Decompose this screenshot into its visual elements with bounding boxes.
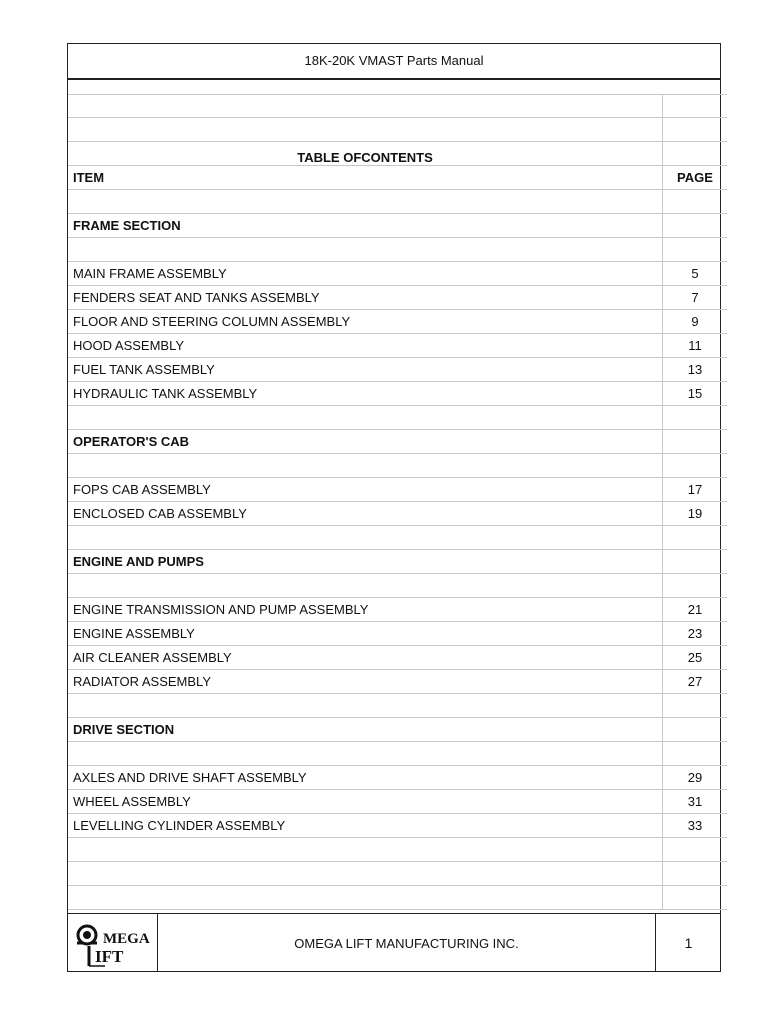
toc-page-number: 17 — [662, 478, 727, 501]
logo-text-ift: IFT — [95, 947, 124, 966]
toc-row — [68, 190, 727, 214]
toc-row — [68, 670, 727, 694]
toc-title: TABLE OFCONTENTS — [297, 150, 433, 165]
toc-item-label — [68, 238, 662, 261]
toc-row — [68, 838, 727, 862]
toc-item-label: FENDERS SEAT AND TANKS ASSEMBLY — [73, 290, 320, 305]
toc-page-number — [662, 526, 727, 549]
toc-page-number: 33 — [662, 814, 727, 837]
page-header — [67, 43, 721, 80]
toc-item-label: WHEEL ASSEMBLY — [73, 794, 191, 809]
toc-item-label — [68, 190, 662, 213]
toc-row — [68, 334, 727, 358]
company-logo — [67, 914, 158, 972]
toc-item-label — [68, 694, 662, 717]
toc-row — [68, 310, 727, 334]
toc-item-label — [68, 526, 662, 549]
toc-page-number — [662, 190, 727, 213]
toc-page-number — [662, 550, 727, 573]
toc-page-number — [662, 454, 727, 477]
toc-section-row — [68, 214, 727, 238]
toc-page-number: 23 — [662, 622, 727, 645]
toc-row — [68, 766, 727, 790]
toc-row — [68, 622, 727, 646]
toc-item-label: LEVELLING CYLINDER ASSEMBLY — [73, 818, 286, 833]
toc-page-number — [662, 95, 727, 117]
toc-row — [68, 862, 727, 886]
toc-item-label — [68, 838, 662, 861]
toc-row — [68, 358, 727, 382]
toc-row — [68, 286, 727, 310]
toc-page-number — [662, 406, 727, 429]
toc-section-row — [68, 166, 727, 190]
toc-page-number — [662, 694, 727, 717]
toc-item-label: ENGINE ASSEMBLY — [73, 626, 195, 641]
toc-page-number — [662, 838, 727, 861]
toc-page-number: 31 — [662, 790, 727, 813]
toc-page-number — [662, 742, 727, 765]
toc-page-number — [662, 574, 727, 597]
toc-page-number — [662, 886, 727, 909]
toc-item-label: FLOOR AND STEERING COLUMN ASSEMBLY — [73, 314, 351, 329]
toc-item-label: AXLES AND DRIVE SHAFT ASSEMBLY — [73, 770, 307, 785]
toc-item-label: ENGINE AND PUMPS — [73, 554, 204, 569]
toc-item-label — [68, 862, 662, 885]
toc-page-number — [662, 118, 727, 141]
toc-item-label: HOOD ASSEMBLY — [73, 338, 185, 353]
toc-page-number: 25 — [662, 646, 727, 669]
toc-item-label: FRAME SECTION — [73, 218, 181, 233]
toc-item-label: HYDRAULIC TANK ASSEMBLY — [73, 386, 258, 401]
toc-page-number — [662, 862, 727, 885]
toc-page-number: 15 — [662, 382, 727, 405]
toc-item-label: OPERATOR'S CAB — [73, 434, 190, 449]
toc-item-label: RADIATOR ASSEMBLY — [73, 674, 211, 689]
toc-item-label: MAIN FRAME ASSEMBLY — [73, 266, 227, 281]
toc-item-label: AIR CLEANER ASSEMBLY — [73, 650, 232, 665]
toc-item-label: ENGINE TRANSMISSION AND PUMP ASSEMBLY — [73, 602, 369, 617]
toc-row — [68, 94, 727, 118]
toc-item-label — [68, 886, 662, 909]
toc-row — [68, 478, 727, 502]
page-number: 1 — [684, 935, 693, 951]
toc-row — [68, 454, 727, 478]
logo-text-mega: MEGA — [103, 931, 150, 947]
toc-row — [68, 502, 727, 526]
toc-page-number — [662, 214, 727, 237]
toc-page-number: 19 — [662, 502, 727, 525]
toc-row — [68, 694, 727, 718]
toc-page-number: 5 — [662, 262, 727, 285]
toc-row — [68, 814, 727, 838]
company-name: OMEGA LIFT MANUFACTURING INC. — [158, 914, 656, 972]
toc-row — [68, 118, 727, 142]
toc-row — [68, 742, 727, 766]
toc-section-row — [68, 430, 727, 454]
toc-row — [68, 790, 727, 814]
toc-page-number: 21 — [662, 598, 727, 621]
toc-item-label — [68, 95, 662, 117]
toc-page-number: PAGE — [662, 166, 727, 189]
toc-item-label — [68, 118, 662, 141]
toc-row — [68, 406, 727, 430]
toc-page-number — [662, 142, 727, 165]
toc-page-number — [662, 238, 727, 261]
table-of-contents — [68, 94, 727, 910]
toc-item-label — [68, 454, 662, 477]
toc-row — [68, 646, 727, 670]
toc-page-number: 27 — [662, 670, 727, 693]
toc-page-number — [662, 718, 727, 741]
toc-page-number: 13 — [662, 358, 727, 381]
toc-item-label — [68, 574, 662, 597]
toc-section-row — [68, 550, 727, 574]
toc-page-number: 11 — [662, 334, 727, 357]
toc-row — [68, 526, 727, 550]
toc-page-number: 9 — [662, 310, 727, 333]
toc-item-label: FUEL TANK ASSEMBLY — [73, 362, 215, 377]
manual-title: 18K-20K VMAST Parts Manual — [304, 53, 484, 68]
toc-page-number: 7 — [662, 286, 727, 309]
toc-row — [68, 382, 727, 406]
toc-row — [68, 262, 727, 286]
page-footer — [67, 913, 721, 972]
toc-section-row — [68, 718, 727, 742]
toc-row — [68, 886, 727, 910]
toc-row — [68, 574, 727, 598]
toc-item-label: ENCLOSED CAB ASSEMBLY — [73, 506, 247, 521]
toc-page-number: 29 — [662, 766, 727, 789]
toc-page-number — [662, 430, 727, 453]
toc-row — [68, 598, 727, 622]
toc-item-label — [68, 742, 662, 765]
toc-row — [68, 238, 727, 262]
toc-item-label — [68, 406, 662, 429]
toc-item-label: DRIVE SECTION — [73, 722, 175, 737]
toc-item-label: ITEM — [73, 170, 105, 185]
toc-item-label: FOPS CAB ASSEMBLY — [73, 482, 211, 497]
toc-title-row — [68, 142, 727, 166]
